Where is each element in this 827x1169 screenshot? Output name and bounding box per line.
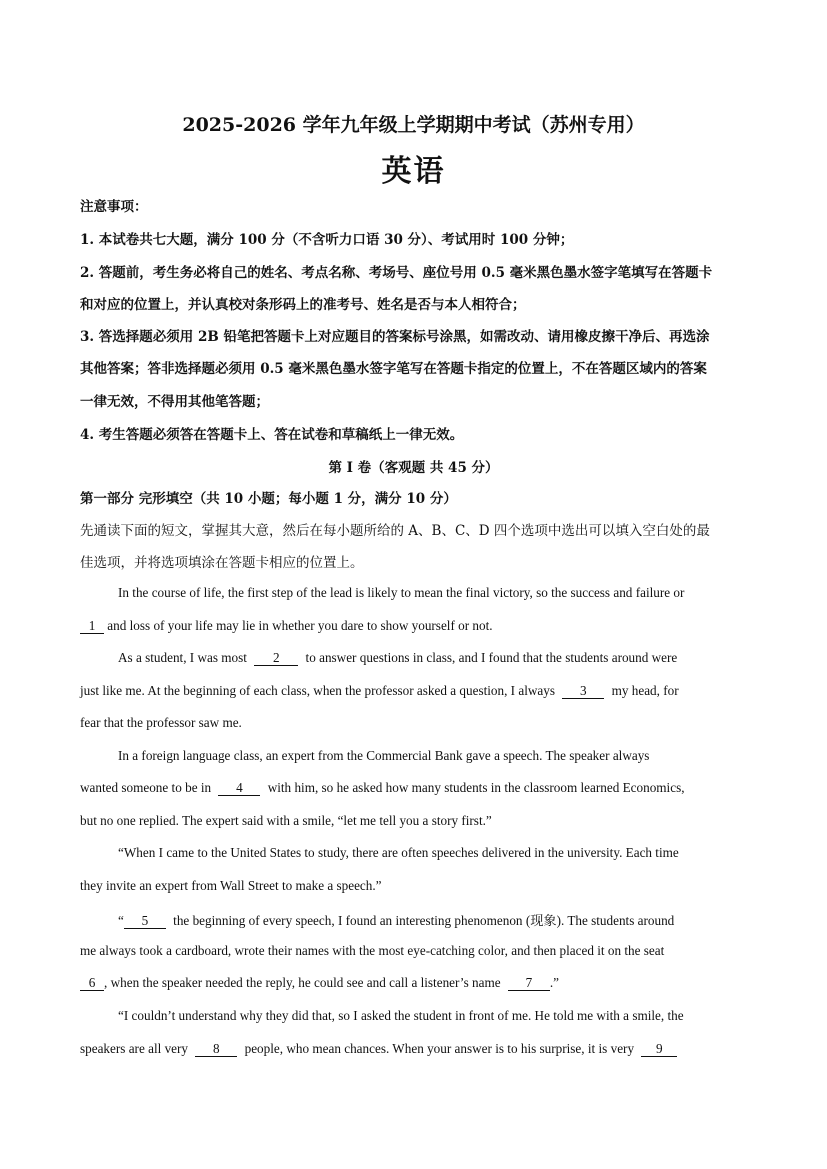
notice-item-4: 4. 考生答题必须答在答题卡上、答在试卷和草稿纸上一律无效。 bbox=[80, 427, 464, 443]
notice-item-3: 3. 答选择题必须用 2B 铅笔把答题卡上对应题目的答案标号涂黑，如需改动、请用橡皮擦干净后、再选涂 bbox=[80, 329, 710, 345]
notice-item-2-cont: 和对应的位置上，并认真校对条形码上的准考号、姓名是否与本人相符合； bbox=[80, 297, 526, 313]
passage-text: “ bbox=[118, 913, 124, 928]
passage-text: people, who mean chances. When your answer is to his surprise, it is very bbox=[244, 1041, 635, 1056]
exam-title: 2025-2026 学年九年级上学期期中考试（苏州专用） bbox=[182, 114, 645, 136]
blank-6: 6 bbox=[80, 976, 104, 991]
passage-text: speakers are all very bbox=[80, 1041, 189, 1056]
blank-4: 4 bbox=[218, 781, 260, 796]
blank-5: 5 bbox=[124, 914, 166, 929]
passage-line: fear that the professor saw me. bbox=[80, 715, 242, 730]
passage-line: In a foreign language class, an expert from the Commercial Bank gave a speech. The speaker always bbox=[118, 748, 650, 763]
passage-text: and loss of your life may lie in whether you dare to show yourself or not. bbox=[107, 618, 493, 633]
passage-text: wanted someone to be in bbox=[80, 780, 212, 795]
passage-text: my head, for bbox=[611, 683, 679, 698]
section-heading: 第一部分 完形填空（共 10 小题；每小题 1 分，满分 10 分） bbox=[80, 491, 457, 507]
notice-heading: 注意事项： bbox=[80, 199, 148, 215]
notice-item-3-cont: 其他答案；答非选择题必须用 0.5 毫米黑色墨水签字笔写在答题卡指定的位置上，不在答题区域内的答案 bbox=[80, 361, 707, 377]
blank-9: 9 bbox=[641, 1042, 677, 1057]
notice-item-1: 1. 本试卷共七大题，满分 100 分（不含听力口语 30 分）、考试用时 100 分钟； bbox=[80, 232, 574, 248]
passage-line bbox=[80, 975, 750, 991]
passage-text: just like me. At the beginning of each class, when the professor asked a question, I always bbox=[80, 683, 555, 698]
passage-line: they invite an expert from Wall Street to make a speech.” bbox=[80, 878, 382, 893]
notice-item-3-end: 一律无效，不得用其他笔答题； bbox=[80, 394, 269, 410]
passage-text: As a student, I was most bbox=[118, 650, 247, 665]
passage-line bbox=[118, 910, 750, 929]
passage-line bbox=[80, 780, 750, 796]
passage-text: .” bbox=[549, 975, 560, 990]
passage-line: me always took a cardboard, wrote their names with the most eye-catching color, and then placed it on the seat bbox=[80, 943, 665, 958]
blank-1: 1 bbox=[80, 619, 104, 634]
passage-text: the beginning of every speech, I found an interesting phenomenon (现象). The students around bbox=[173, 913, 675, 928]
notice-item-2: 2. 答题前，考生务必将自己的姓名、考点名称、考场号、座位号用 0.5 毫米黑色墨水签字笔填写在答题卡 bbox=[80, 265, 713, 281]
passage-line: In the course of life, the first step of the lead is likely to mean the final victory, so the success and failure or bbox=[118, 585, 685, 600]
passage-line bbox=[80, 1041, 750, 1057]
blank-2: 2 bbox=[254, 651, 298, 666]
passage-line: “When I came to the United States to study, there are often speeches delivered in the university. Each time bbox=[118, 845, 679, 860]
passage-text: , when the speaker needed the reply, he could see and call a listener’s name bbox=[104, 975, 501, 990]
volume-title: 第 I 卷（客观题 共 45 分） bbox=[328, 460, 499, 476]
passage-line: but no one replied. The expert said with a smile, “let me tell you a story first.” bbox=[80, 813, 492, 828]
blank-8: 8 bbox=[195, 1042, 237, 1057]
passage-line bbox=[118, 650, 750, 666]
blank-7: 7 bbox=[508, 976, 550, 991]
passage-text: with him, so he asked how many students in the classroom learned Economics, bbox=[267, 780, 685, 795]
section-instruction-1: 先通读下面的短文，掌握其大意，然后在每小题所给的 A、B、C、D 四个选项中选出可以填入空白处的最 bbox=[80, 523, 710, 539]
passage-text: to answer questions in class, and I found that the students around were bbox=[305, 650, 678, 665]
subject-title: 英语 bbox=[381, 154, 446, 189]
passage-line bbox=[80, 683, 750, 699]
blank-3: 3 bbox=[562, 684, 604, 699]
passage-line: “I couldn’t understand why they did that, so I asked the student in front of me. He told me with a smile, the bbox=[118, 1008, 684, 1023]
section-instruction-2: 佳选项，并将选项填涂在答题卡相应的位置上。 bbox=[80, 555, 364, 571]
passage-line bbox=[80, 618, 750, 634]
